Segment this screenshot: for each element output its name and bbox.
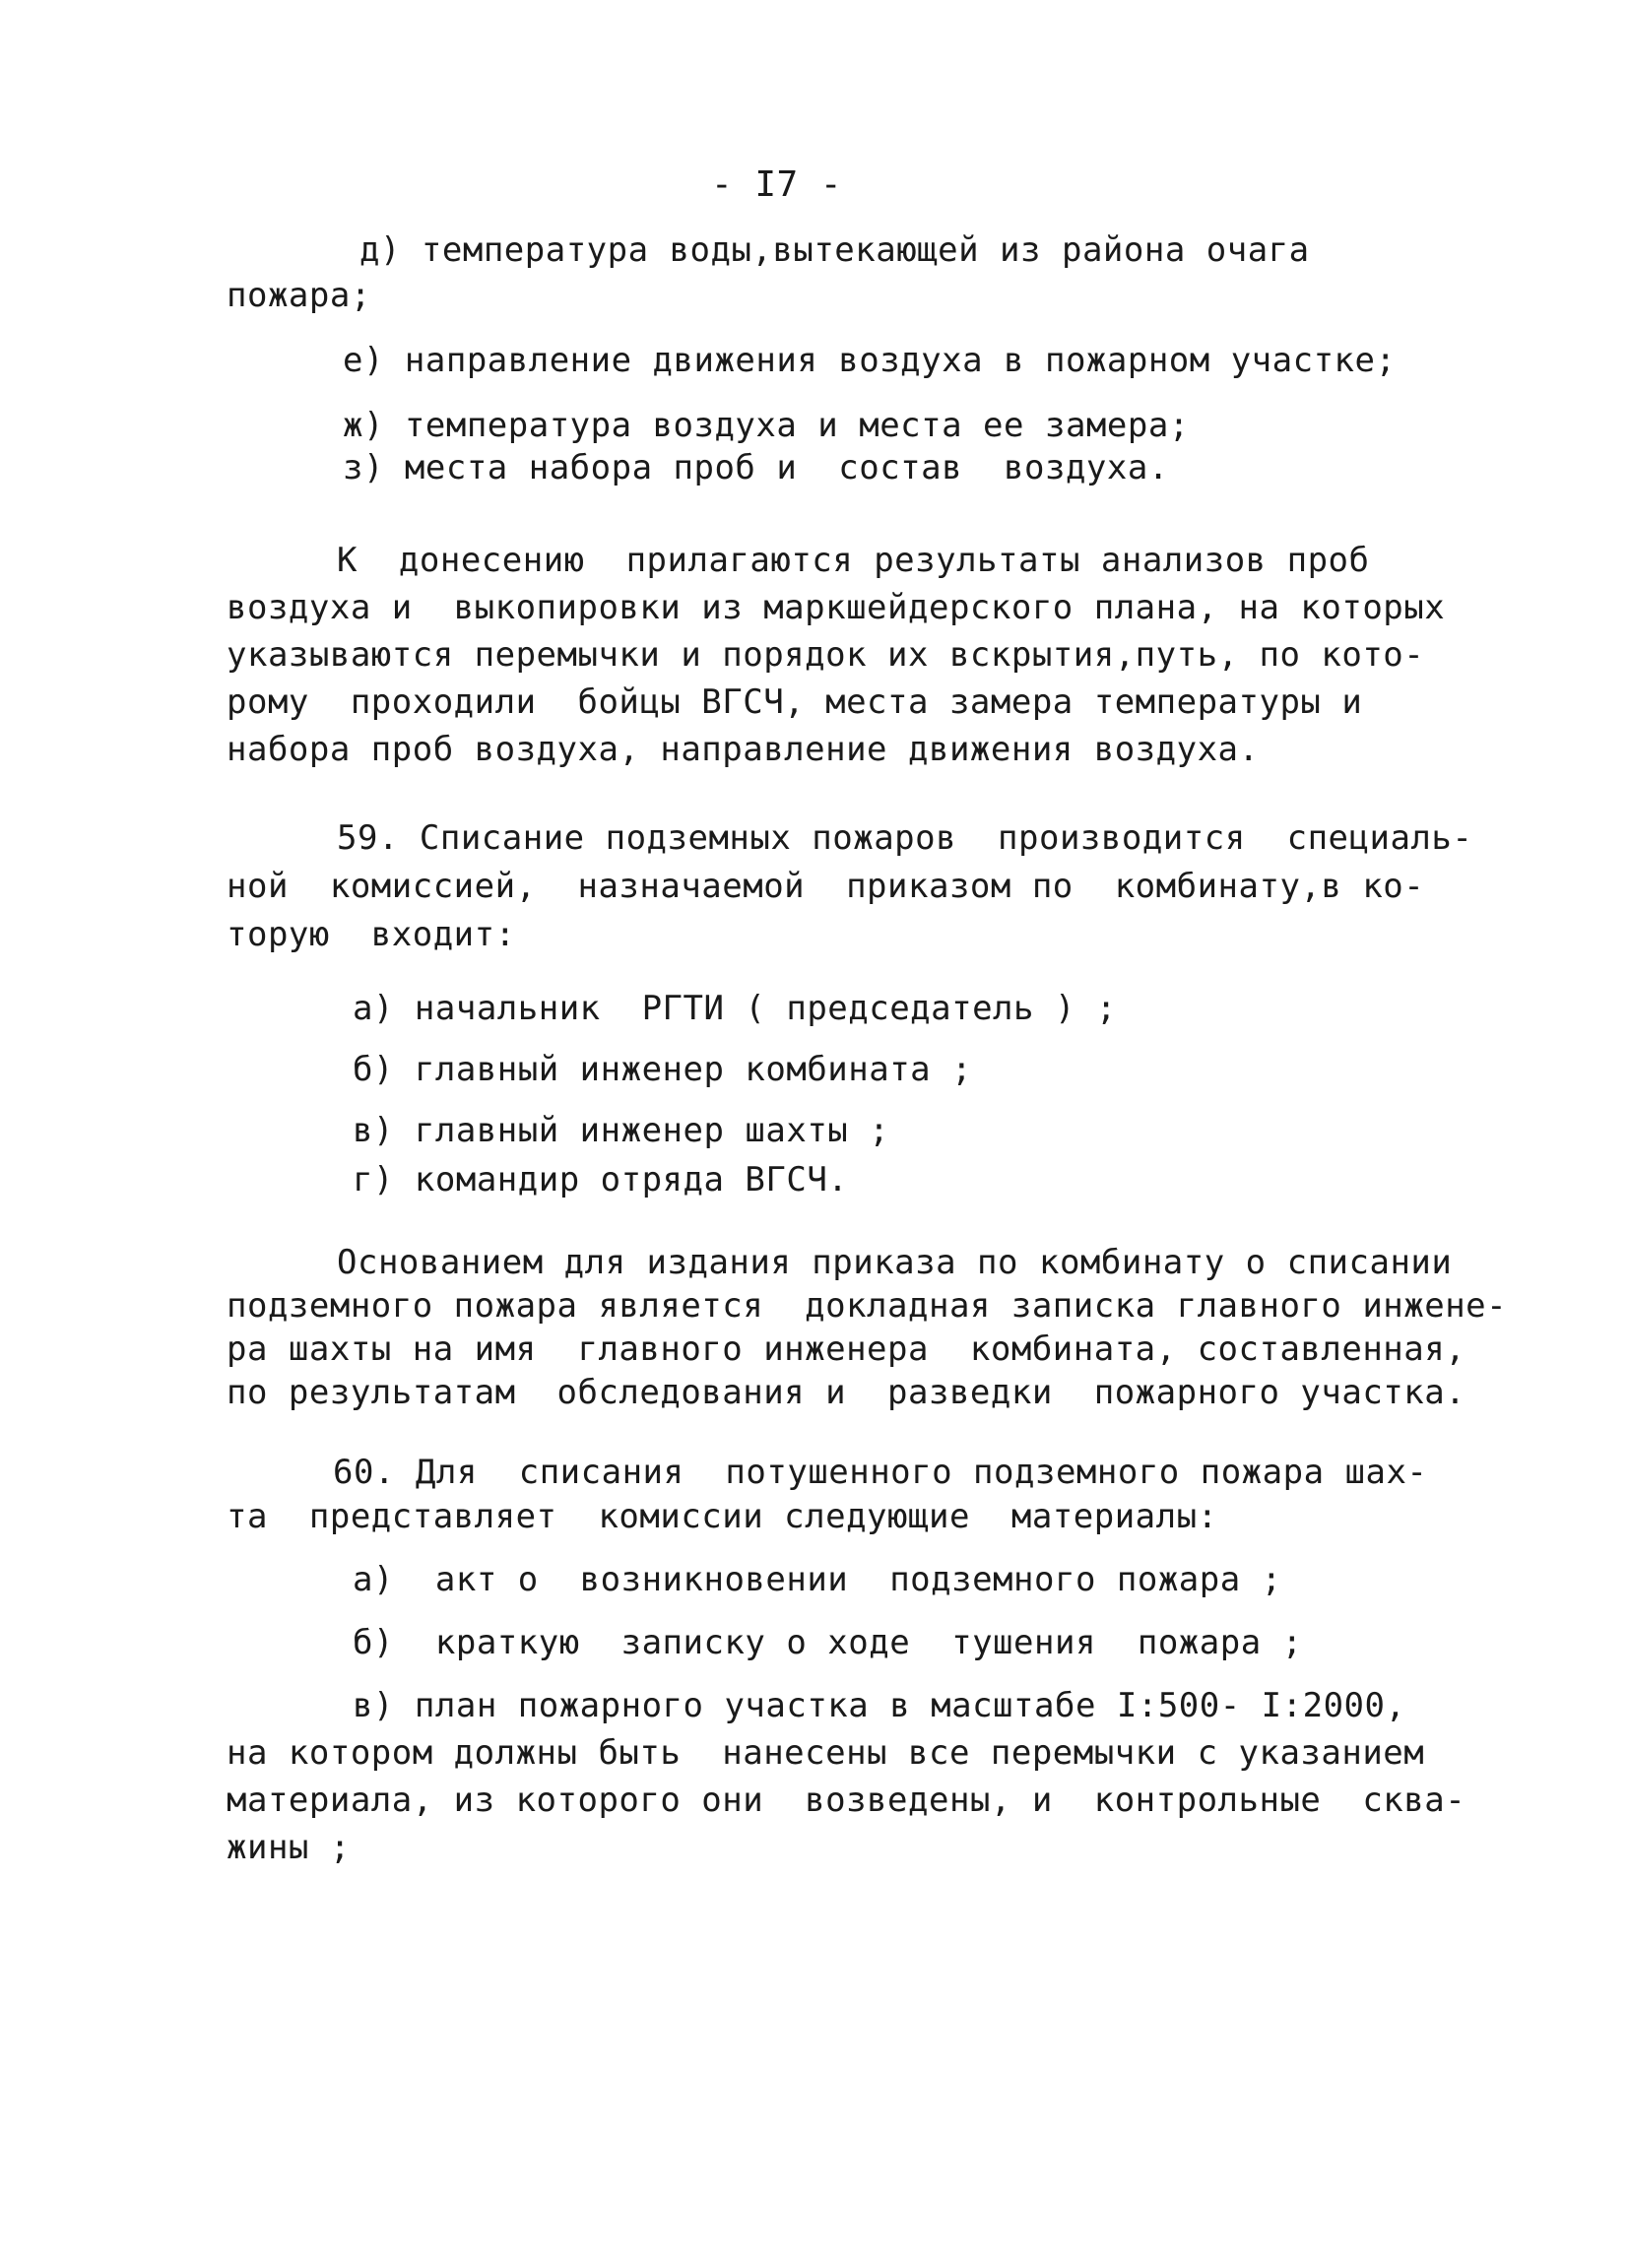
item-d-line-2: пожара; (227, 276, 371, 315)
paragraph-59-line-2: ной комиссией, назначаемой приказом по комбинату,в ко- (227, 867, 1425, 906)
materials-item-v-line-3: материала, из которого они возведены, и контрольные сква- (227, 1781, 1466, 1820)
paragraph-report-line-4: рому проходили бойцы ВГСЧ, места замера температуры и (227, 682, 1363, 722)
materials-item-v-line-4: жины ; (227, 1828, 351, 1867)
commission-item-g: г) командир отряда ВГСЧ. (353, 1160, 849, 1199)
commission-item-b: б) главный инженер комбината ; (353, 1050, 973, 1089)
paragraph-basis-line-3: ра шахты на имя главного инженера комбината, составленная, (227, 1329, 1466, 1369)
commission-item-v: в) главный инженер шахты ; (353, 1111, 890, 1150)
paragraph-60-line-1: 60. Для списания потушенного подземного пожара шах- (333, 1453, 1428, 1492)
item-e: е) направление движения воздуха в пожарном участке; (343, 341, 1397, 380)
paragraph-basis-line-1: Основанием для издания приказа по комбинату о списании (337, 1243, 1453, 1282)
materials-item-a: а) акт о возникновении подземного пожара ; (353, 1560, 1282, 1599)
page-number: - I7 - (711, 164, 843, 205)
materials-item-b: б) краткую записку о ходе тушения пожара ; (353, 1623, 1303, 1662)
paragraph-basis-line-4: по результатам обследования и разведки пожарного участка. (227, 1373, 1466, 1412)
commission-item-a: а) начальник РГТИ ( председатель ) ; (353, 989, 1117, 1028)
item-zh: ж) температура воздуха и места ее замера; (343, 406, 1190, 445)
paragraph-report-line-3: указываются перемычки и порядок их вскрытия,путь, по кото- (227, 635, 1425, 675)
paragraph-59-line-1: 59. Списание подземных пожаров производится специаль- (337, 818, 1473, 858)
paragraph-basis-line-2: подземного пожара является докладная записка главного инжене- (227, 1286, 1508, 1326)
paragraph-59-line-3: торую входит: (227, 915, 516, 954)
item-z: з) места набора проб и состав воздуха. (343, 448, 1169, 487)
paragraph-report-line-5: набора проб воздуха, направление движения воздуха. (227, 730, 1260, 769)
paragraph-60-line-2: та представляет комиссии следующие материалы: (227, 1497, 1218, 1536)
materials-item-v-line-1: в) план пожарного участка в масштабе I:500- I:2000, (353, 1686, 1406, 1725)
materials-item-v-line-2: на котором должны быть нанесены все перемычки с указанием (227, 1733, 1425, 1773)
paragraph-report-line-2: воздуха и выкопировки из маркшейдерского плана, на которых (227, 588, 1446, 627)
paragraph-report-line-1: К донесению прилагаются результаты анализов проб (337, 541, 1370, 580)
item-d-line-1: д) температура воды,вытекающей из района очага (359, 230, 1310, 270)
